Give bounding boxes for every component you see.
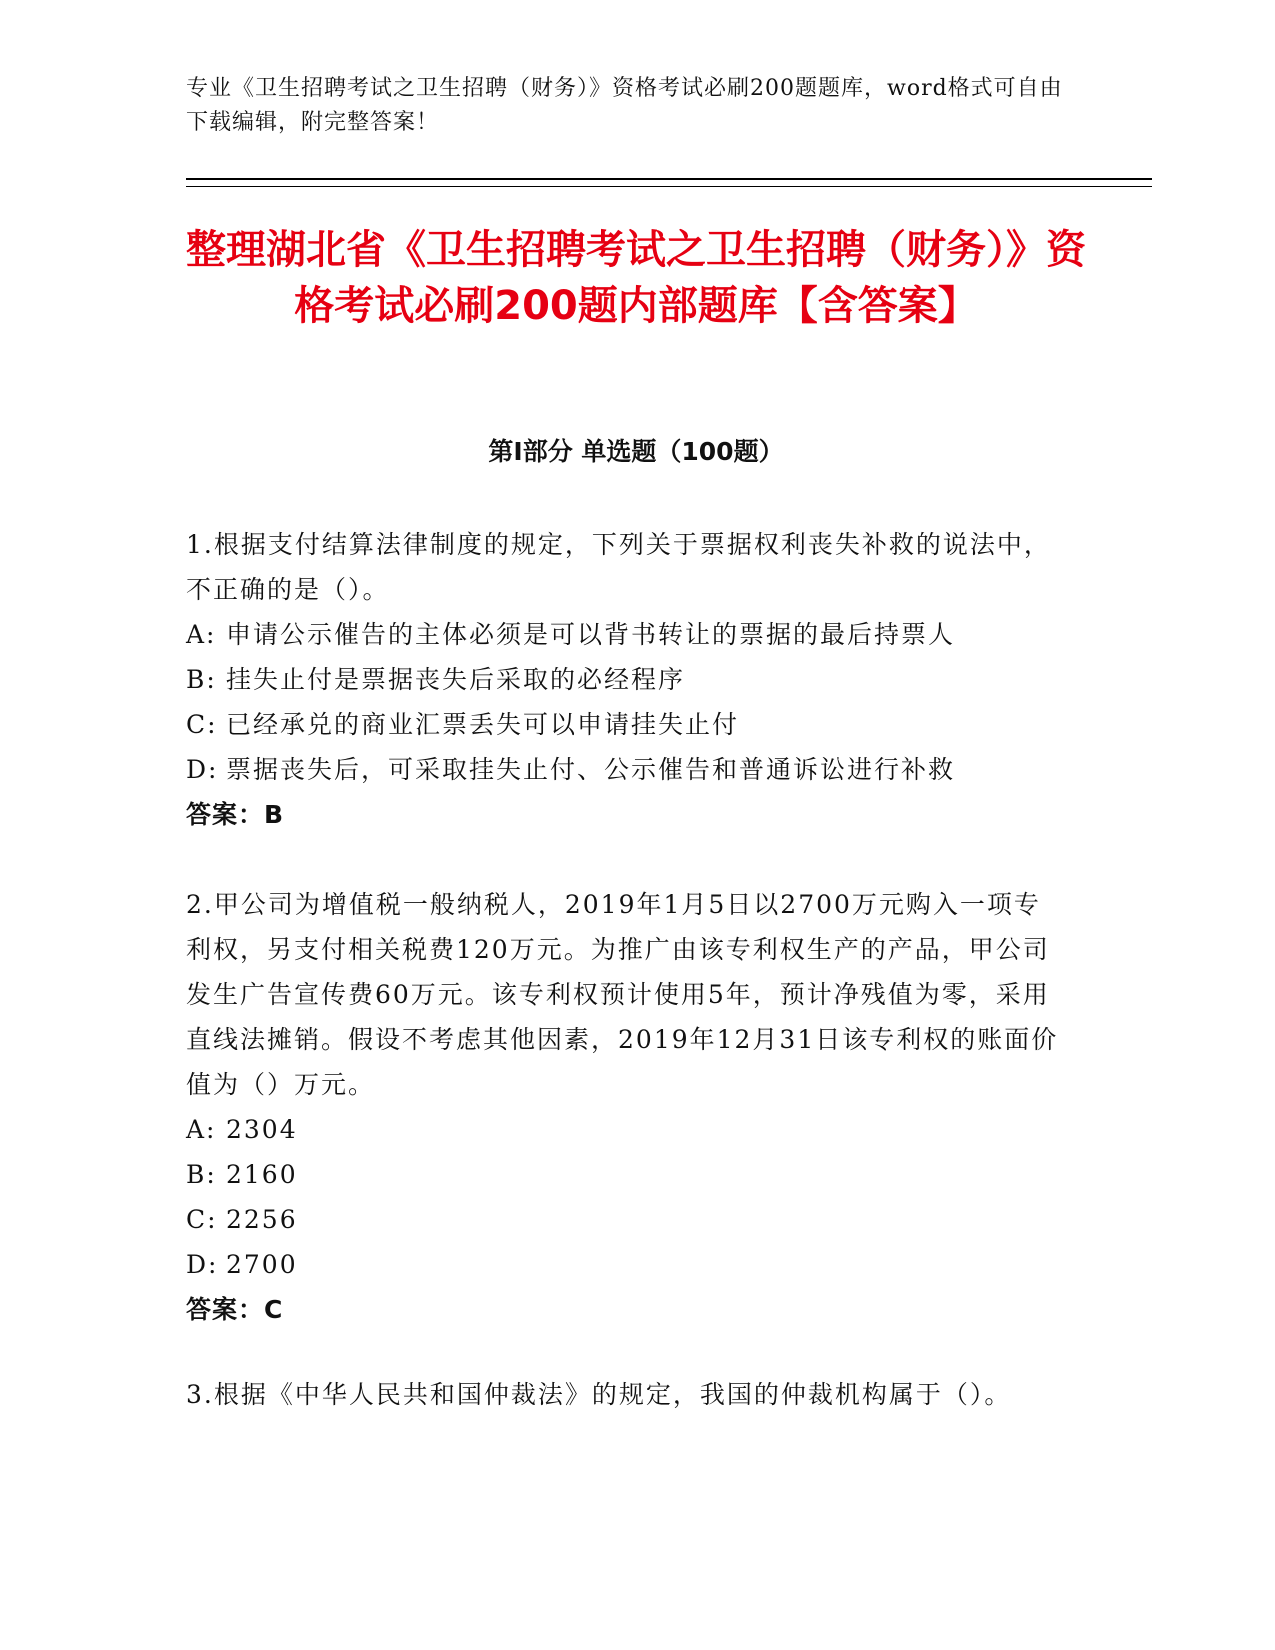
question-1 (186, 522, 1066, 837)
option-text: 2160 (226, 1160, 298, 1189)
option-letter: A: (186, 620, 217, 649)
answer: 答案：B (186, 800, 285, 829)
option-c (186, 702, 1066, 747)
option-c (186, 1197, 1066, 1242)
question-2 (186, 882, 1066, 1332)
question-stem: 2.甲公司为增值税一般纳税人，2019年1月5日以2700万元购入一项专利权，另支付相关税费120万元。为推广由该专利权生产的产品，甲公司发生广告宣传费60万元。该专利权预计使用5年，预计净残值为零，采用直线法摊销。假设不考虑其他因素，2019年12月31日该专利权的账面价值为（）万元。 (186, 890, 1059, 1099)
question-stem: 3.根据《中华人民共和国仲裁法》的规定，我国的仲裁机构属于（）。 (186, 1380, 1012, 1409)
option-a (186, 612, 1066, 657)
option-letter: C: (186, 710, 218, 739)
section-heading: 第I部分 单选题（100题） (488, 437, 784, 466)
option-letter: D: (186, 1250, 219, 1279)
option-text: 2700 (226, 1250, 298, 1279)
option-letter: B: (186, 665, 217, 694)
option-text: 挂失止付是票据丧失后采取的必经程序 (226, 665, 686, 694)
header-note: 专业《卫生招聘考试之卫生招聘（财务）》资格考试必刷200题题库，word格式可自由下载编辑，附完整答案！ (186, 76, 1063, 135)
option-text: 已经承兑的商业汇票丢失可以申请挂失止付 (226, 710, 740, 739)
option-a (186, 1107, 1066, 1152)
question-3 (186, 1372, 1066, 1417)
option-text: 申请公示催告的主体必须是可以背书转让的票据的最后持票人 (226, 620, 956, 649)
question-stem: 1.根据支付结算法律制度的规定，下列关于票据权利丧失补救的说法中，不正确的是（）。 (186, 530, 1051, 604)
option-letter: C: (186, 1205, 218, 1234)
header-rule-top (186, 178, 1152, 180)
option-d (186, 747, 1066, 792)
document-title: 整理湖北省《卫生招聘考试之卫生招聘（财务）》资格考试必刷200题内部题库【含答案】 (186, 227, 1086, 329)
option-text: 2256 (226, 1205, 298, 1234)
option-b (186, 1152, 1066, 1197)
option-d (186, 1242, 1066, 1287)
option-letter: D: (186, 755, 219, 784)
option-text: 2304 (226, 1115, 298, 1144)
option-letter: A: (186, 1115, 217, 1144)
option-letter: B: (186, 1160, 217, 1189)
option-text: 票据丧失后，可采取挂失止付、公示催告和普通诉讼进行补救 (226, 755, 956, 784)
option-b (186, 657, 1066, 702)
header-rule-bottom (186, 186, 1152, 187)
answer: 答案：C (186, 1295, 284, 1324)
